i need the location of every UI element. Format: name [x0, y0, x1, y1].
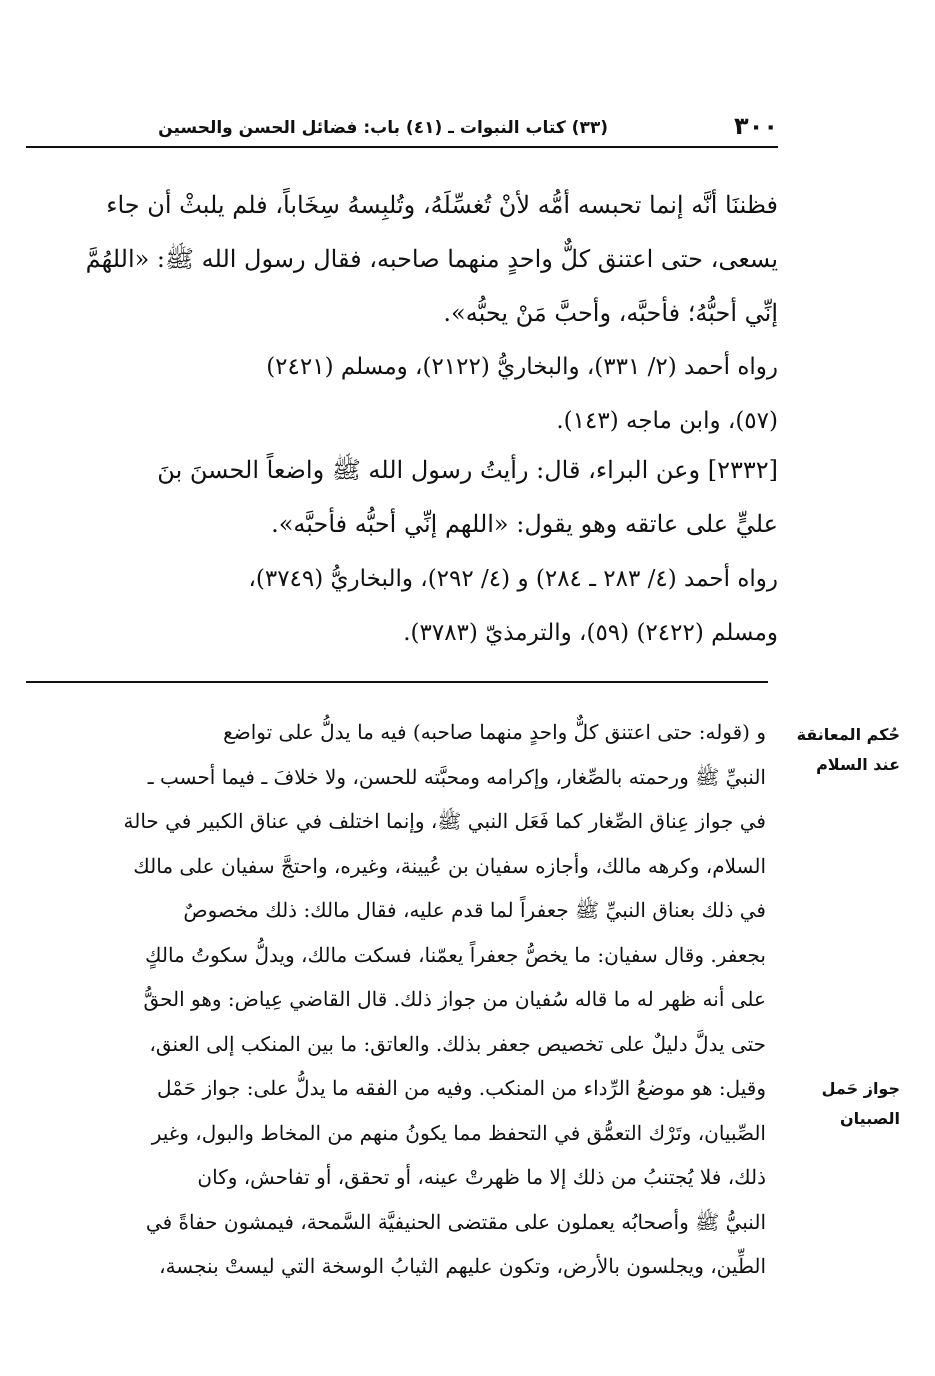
text-line: [٢٣٣٢] وعن البراء، قال: رأيتُ رسول الله ﷺ واضعاً الحسنَ بنَ: [157, 456, 778, 484]
commentary-line: في جواز عِناق الصِّغار كما فَعَل النبي ﷺ، وإنما اختلف في عناق الكبير في حالة: [123, 809, 766, 833]
reference-line: ومسلم (٢٤٢٢) (٥٩)، والترمذيّ (٣٧٨٣).: [403, 620, 778, 646]
commentary-line: في ذلك بعناق النبيِّ ﷺ جعفراً لما قدم عليه، فقال مالك: ذلك مخصوصٌ: [183, 898, 766, 922]
page-header: [26, 110, 778, 144]
text-line: فظننَا أنَّه إنما تحبسه أمُّه لأنْ تُغسِّلَهُ، وتُلبِسهُ سِخَاباً، فلم يلبثْ أن جاء: [106, 191, 778, 219]
commentary-line: بجعفر. وقال سفيان: ما يخصُّ جعفراً يعمّنا، فسكت مالك، ويدلُّ سكوتُ مالكٍ: [145, 942, 766, 967]
commentary-line: النبيُّ ﷺ وأصحابُه يعملون على مقتضى الحنيفيَّة السَّمحة، فيمشون حفاةً في: [145, 1209, 766, 1234]
commentary-line: وقيل: هو موضعُ الرِّداء من المنكب. وفيه من الفقه ما يدلُّ على: جواز حَمْل: [157, 1076, 766, 1100]
commentary-line: الطِّين، ويجلسون بالأرض، وتكون عليهم الثيابُ الوسخة التي ليستْ بنجسة،: [159, 1254, 766, 1278]
side-note-carrying: [780, 1074, 900, 1134]
commentary-line: السلام، وكرهه مالك، وأجازه سفيان بن عُيينة، وغيره، واحتجَّ سفيان على مالك: [133, 853, 766, 878]
text-line: عليٍّ على عاتقه وهو يقول: «اللهم إنِّي أحبُّه فأحبَّه».: [271, 510, 778, 538]
hadith-reference: [26, 340, 778, 448]
running-title: (٣٣) كتاب النبوات ـ (٤١) باب: فضائل الحسن والحسين: [158, 118, 608, 138]
hadith-text-continuation: [26, 178, 778, 340]
hadith-reference: [26, 552, 778, 660]
section-divider: [26, 681, 768, 683]
reference-line: رواه أحمد (٢/ ٣٣١)، والبخاريُّ (٢١٢٢)، ومسلم (٢٤٢١): [266, 354, 778, 380]
reference-line: (٥٧)، وابن ماجه (١٤٣).: [556, 408, 778, 434]
side-note-line: جواز حَمل: [821, 1079, 900, 1098]
page-number: ٣٠٠: [734, 112, 778, 140]
text-line: إنِّي أحبُّهُ؛ فأحبَّه، وأحبَّ مَنْ يحبُّه».: [443, 299, 778, 327]
text-line: يسعى، حتى اعتنق كلٌّ واحدٍ منهما صاحبه، فقال رسول الله ﷺ: «اللهُمَّ: [85, 245, 778, 273]
commentary-line: النبيِّ ﷺ ورحمته بالصِّغار، وإكرامه ومحبَّته للحسن، ولا خلافَ ـ فيما أحسب ـ: [147, 764, 766, 789]
reference-line: رواه أحمد (٤/ ٢٨٣ ـ ٢٨٤) و (٤/ ٢٩٢)، والبخاريُّ (٣٧٤٩)،: [248, 566, 778, 592]
commentary-line: ذلك، فلا يُجتنبُ من ذلك إلا ما ظهرتْ عينه، أو تحقق، أو تفاحش، وكان: [197, 1165, 766, 1189]
side-note-line: حُكم المعانقة: [796, 725, 900, 744]
commentary-line: و (قوله: حتى اعتنق كلٌّ واحدٍ منهما صاحبه) فيه ما يدلُّ على تواضع: [223, 720, 766, 744]
side-note-line: الصبيان: [840, 1109, 900, 1128]
commentary: [18, 710, 766, 1289]
hadith-2332: [26, 443, 778, 551]
header-rule: [26, 146, 778, 148]
side-note-embrace: [780, 720, 900, 780]
commentary-line: حتى يدلَّ دليلٌ على تخصيص جعفر بذلك. والعاتق: ما بين المنكب إلى العنق،: [149, 1031, 766, 1056]
side-note-line: عند السلام: [816, 755, 900, 774]
commentary-line: الصِّبيان، وتَرْك التعمُّق في التحفظ مما يكونُ منهم من المخاط والبول، وغير: [151, 1120, 766, 1145]
commentary-line: على أنه ظهر له ما قاله سُفيان من جواز ذلك. قال القاضي عِياض: وهو الحقُّ: [143, 987, 766, 1011]
